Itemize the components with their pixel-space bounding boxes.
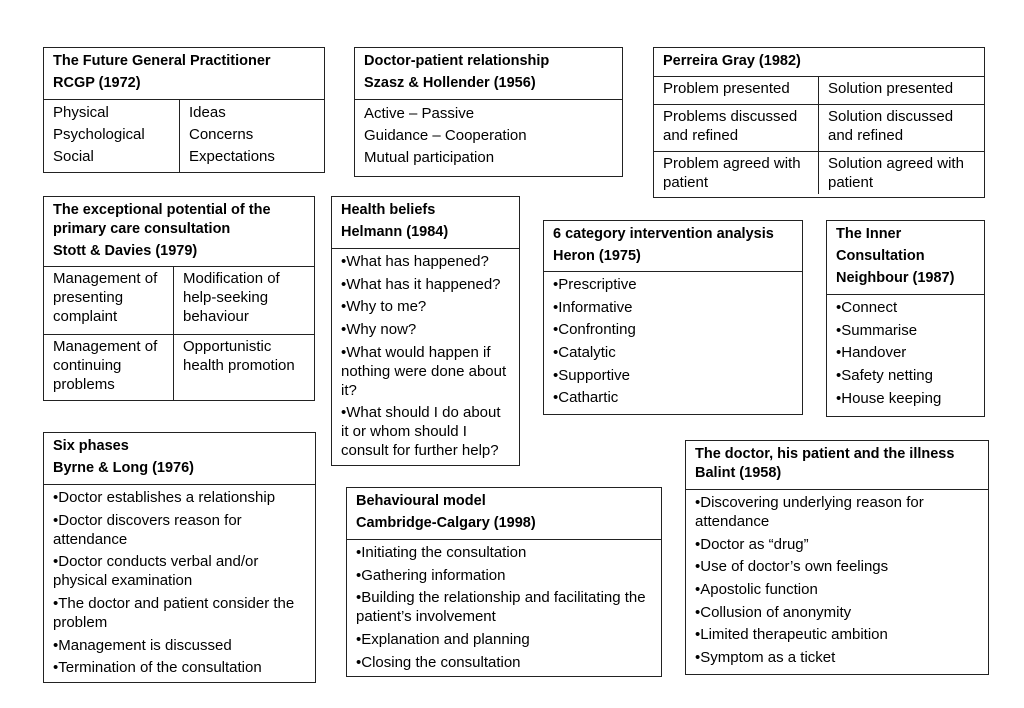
header-line: The exceptional potential of the primary care consultation	[53, 202, 271, 237]
box-header	[332, 197, 519, 249]
grid-cell: Management of presenting complaint	[44, 267, 174, 335]
grid-table	[44, 100, 324, 172]
list-item: •Prescriptive	[553, 276, 637, 293]
header-line: Behavioural model	[356, 493, 486, 509]
item-list	[544, 272, 802, 414]
list-item: •Safety netting	[836, 367, 933, 385]
grid-cell: Solution agreed with patient	[828, 155, 964, 191]
list-item: •Doctor discovers reason for attendance	[53, 511, 242, 548]
header-line: Six phases	[53, 438, 129, 454]
cell-line: Psychological	[53, 126, 145, 143]
list-item: •Catalytic	[553, 344, 616, 362]
health-beliefs-box	[331, 196, 520, 466]
future-gp-box	[43, 47, 325, 173]
header-line: Stott & Davies (1979)	[53, 243, 198, 259]
exceptional-potential-box	[43, 196, 315, 401]
list-item: •Use of doctor’s own feelings	[695, 558, 889, 576]
cell-line: Social	[53, 148, 94, 165]
list-item: •What has happened?	[341, 253, 489, 270]
box-header	[347, 488, 661, 540]
list-item: •Collusion of anonymity	[695, 603, 852, 621]
six-phases-box	[43, 432, 316, 683]
list-item: •Doctor establishes a relationship	[53, 489, 276, 506]
perreira-gray-box	[653, 47, 985, 198]
header-line: Szasz & Hollender (1956)	[364, 75, 536, 91]
box-header	[44, 48, 324, 100]
header-line: Perreira Gray (1982)	[663, 53, 801, 69]
box-header	[654, 48, 984, 77]
header-line: Byrne & Long (1976)	[53, 460, 194, 476]
grid-cell	[180, 100, 324, 172]
header-line: The Inner	[836, 226, 902, 242]
list-item: •Initiating the consultation	[356, 544, 527, 561]
box-header	[827, 221, 984, 295]
box-header	[44, 433, 315, 485]
list-item: •Limited therapeutic ambition	[695, 626, 888, 644]
list-item: •Building the relationship and facilitating the patient’s involvement	[356, 589, 646, 626]
grid-cell: Problem agreed with patient	[654, 152, 819, 194]
balint-box	[685, 440, 989, 675]
header-line: Heron (1975)	[553, 248, 641, 264]
list-item: •What has it happened?	[341, 275, 501, 293]
box-header	[44, 197, 314, 267]
doctor-patient-box	[354, 47, 623, 177]
cell-line: Ideas	[189, 104, 226, 121]
item-list	[44, 485, 315, 684]
header-line: Balint (1958)	[695, 465, 782, 481]
list-item: •Termination of the consultation	[53, 659, 262, 677]
grid-table	[654, 77, 984, 194]
list-item: •Doctor as “drug”	[695, 535, 809, 553]
header-line: Consultation	[836, 248, 925, 264]
list-item: •Symptom as a ticket	[695, 649, 836, 667]
header-line: Doctor-patient relationship	[364, 53, 550, 69]
list-item: •Gathering information	[356, 566, 506, 584]
item-list	[686, 490, 988, 674]
header-line: The Future General Practitioner	[53, 53, 271, 69]
grid-table	[44, 267, 314, 401]
item-list	[347, 540, 661, 678]
list-item: •Explanation and planning	[356, 631, 530, 649]
list-item: •Cathartic	[553, 389, 619, 407]
grid-cell: Solution presented	[819, 77, 984, 105]
list-item: •Closing the consultation	[356, 653, 521, 671]
list-item: •What would happen if nothing were done about it?	[341, 343, 507, 399]
list-item: •Why to me?	[341, 298, 427, 316]
grid-cell: Problems discussed and refined	[654, 105, 819, 152]
list-item: Guidance – Cooperation	[364, 127, 527, 144]
header-line: Neighbour (1987)	[836, 270, 955, 286]
list-item: •Why now?	[341, 321, 417, 339]
grid-cell: Modification of help-seeking behaviour	[174, 267, 314, 335]
list-item: •What should I do about it or whom should I consult for further help?	[341, 404, 501, 460]
cell-line: Concerns	[189, 126, 254, 143]
list-item: Active – Passive	[364, 105, 475, 122]
list-item: •Supportive	[553, 366, 630, 384]
grid-cell: Opportunistic health promotion	[183, 338, 295, 374]
grid-cell: Management of continuing problems	[44, 335, 174, 401]
list-item: Mutual participation	[364, 149, 495, 166]
list-item: •Management is discussed	[53, 636, 232, 654]
cell-line: Physical	[53, 104, 109, 121]
list-item: •Informative	[553, 298, 633, 316]
list-item: •Connect	[836, 299, 898, 316]
grid-cell: Solution discussed and refined	[819, 105, 984, 152]
list-item: •Summarise	[836, 321, 918, 339]
list-item: •Confronting	[553, 321, 636, 339]
list-item: •Discovering underlying reason for attendance	[695, 494, 924, 530]
grid-cell	[44, 100, 180, 172]
item-list	[332, 249, 519, 467]
grid-cell: Problem presented	[654, 77, 819, 105]
cell-line: Expectations	[189, 148, 275, 165]
box-header	[544, 221, 802, 272]
header-line: 6 category intervention analysis	[553, 226, 774, 242]
header-line: RCGP (1972)	[53, 75, 141, 91]
behavioural-model-box	[346, 487, 662, 677]
header-line: The doctor, his patient and the illness	[695, 446, 955, 462]
box-header	[355, 48, 622, 100]
item-list	[355, 100, 622, 172]
box-header	[686, 441, 988, 490]
item-list	[827, 295, 984, 414]
header-line: Helmann (1984)	[341, 224, 449, 240]
header-line: Cambridge-Calgary (1998)	[356, 515, 536, 531]
list-item: •Apostolic function	[695, 581, 818, 599]
list-item: •Doctor conducts verbal and/or physical examination	[53, 553, 259, 590]
six-category-box	[543, 220, 803, 415]
inner-consultation-box	[826, 220, 985, 417]
list-item: •The doctor and patient consider the problem	[53, 595, 295, 632]
list-item: •Handover	[836, 344, 907, 362]
list-item: •House keeping	[836, 389, 942, 407]
header-line: Health beliefs	[341, 202, 436, 218]
